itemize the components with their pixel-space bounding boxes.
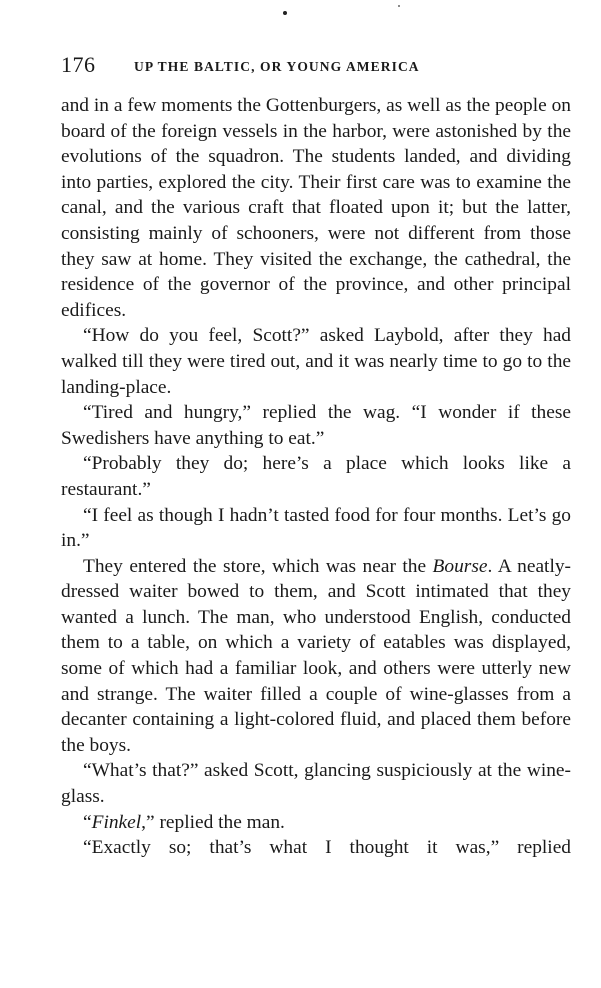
page-header bbox=[61, 52, 571, 82]
paragraph: “Tired and hungry,” replied the wag. “I wonder if these Swedishers have anything to eat.” bbox=[61, 402, 571, 449]
paragraph: “How do you feel, Scott?” asked Laybold, after they had walked till they were tired out, and it was nearly time to go to the landing-place. bbox=[61, 325, 571, 398]
paragraph: and in a few moments the Gottenburgers, as well as the people on board of the foreign vessels in the harbor, were astonished by the evolutions of the squadron. The students landed, and dividing into parties, explored the city. Their first care was to examine the canal, and the various craft that floated upon it; but the latter, consisting mainly of schooners, were not different from those they saw at home. They visited the exchange, the cathedral, the residence of the governor of the province, and other principal edifices. bbox=[61, 95, 571, 321]
ink-speck bbox=[398, 5, 400, 7]
ink-speck bbox=[283, 11, 287, 15]
italic-term: Bourse bbox=[432, 555, 488, 577]
italic-term: Finkel bbox=[91, 811, 142, 833]
paragraph-text: They entered the store, which was near the bbox=[83, 555, 433, 577]
paragraph: “What’s that?” asked Scott, glancing suspiciously at the wine-glass. bbox=[61, 760, 571, 808]
paragraph: “Exactly so; that’s what I thought it was,” replied bbox=[83, 837, 571, 859]
paragraph: “Probably they do; here’s a place which looks like a restaurant.” bbox=[61, 453, 571, 500]
paragraph-text: ,” replied the man. bbox=[141, 811, 285, 833]
paragraph bbox=[61, 810, 571, 836]
paragraph-text: “ bbox=[83, 811, 92, 833]
paragraph: “I feel as though I hadn’t tasted food for four months. Let’s go in.” bbox=[61, 504, 571, 552]
body-text bbox=[61, 93, 571, 861]
page-number: 176 bbox=[61, 52, 96, 77]
paragraph-text: . A neatly-dressed waiter bowed to them, and Scott intimated that they wanted a lunch. The man, who understood English, conducted them to a table, on which a variety of eatables was displayed, some of which had a familiar look, and others were utterly new and strange. The waiter filled a couple of wine-glasses from a decanter containing a light-colored fluid, and placed them before the boys. bbox=[61, 555, 571, 756]
paragraph bbox=[61, 554, 571, 759]
running-title: UP THE BALTIC, OR YOUNG AMERICA bbox=[134, 59, 420, 74]
